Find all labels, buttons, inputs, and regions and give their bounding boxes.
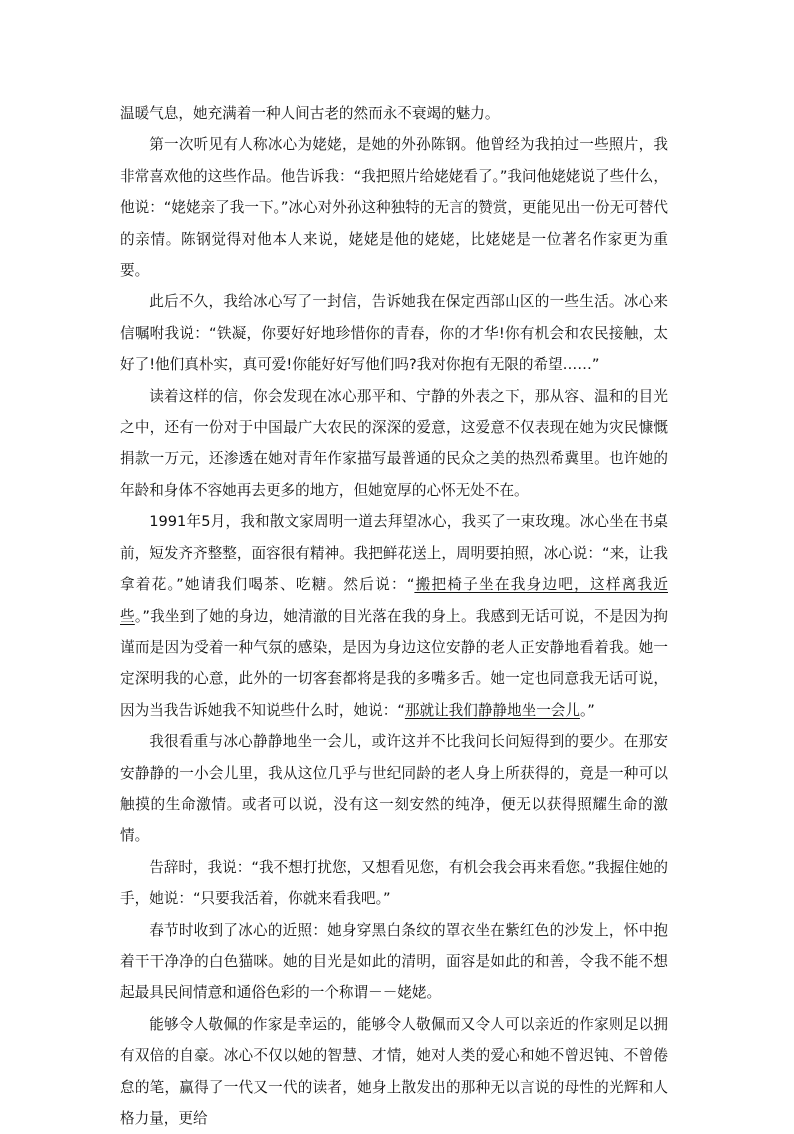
paragraph: 此后不久，我给冰心写了一封信，告诉她我在保定西部山区的一些生活。冰心来信嘱咐我说：“铁凝，你要好好地珍惜你的青春，你的才华!你有机会和农民接触，太好了!他们真朴实，真可爱!你能好好写他们吗?我对你抱有无限的希望……”: [120, 293, 668, 374]
article-body: [120, 98, 668, 1134]
text-run: 。”我坐到了她的身边，她清澈的目光落在我的身上。我感到无话可说，不是因为拘谨而是因为受着一种气氛的感染，是因为身边这位安静的老人正安静地看着我。她一定深明我的心意，此外的一切客套都将是我的多嘴多舌。她一定也同意我无话可说，因为当我告诉她我不知说些什么时，她说：“: [120, 607, 668, 719]
paragraph-continuation: 温暖气息，她充满着一种人间古老的然而永不衰竭的魅力。: [120, 105, 500, 122]
text-run: 。”: [579, 701, 595, 719]
paragraph: 第一次听见有人称冰心为姥姥，是她的外孙陈钢。他曾经为我拍过一些照片，我非常喜欢他的这些作品。他告诉我：“我把照片给姥姥看了。”我问他姥姥说了些什么，他说：“姥姥亲了我一下。”冰心对外孙这种独特的无言的赞赏，更能见出一份无可替代的亲情。陈钢觉得对他本人来说，姥姥是他的姥姥，比姥姥是一位著名作家更为重要。: [120, 136, 668, 280]
paragraph: 我很看重与冰心静静地坐一会儿，或许这并不比我问长问短得到的要少。在那安安静静的一小会儿里，我从这位几乎与世纪同龄的老人身上所获得的，竟是一种可以触摸的生命激情。或者可以说，没有这一刻安然的纯净，便无以获得照耀生命的激情。: [120, 733, 668, 845]
paragraph: 能够令人敬佩的作家是幸运的，能够令人敬佩而又令人可以亲近的作家则足以拥有双倍的自豪。冰心不仅以她的智慧、才情，她对人类的爱心和她不曾迟钝、不曾倦怠的笔，赢得了一代又一代的读者，她身上散发出的那种无以言说的母性的光辉和人格力量，更给: [120, 1015, 668, 1127]
text-run: 1991年5月，我和散文家周明一道去拜望冰心，我买了一束玫瑰。冰心坐在书桌前，短发齐齐整整，面容很有精神。我把鲜花送上，周明要拍照，冰心说：“来，让我拿着花。”她请我们喝茶、吃糖。然后说：“: [120, 513, 668, 594]
paragraph: 告辞时，我说：“我不想打扰您，又想看见您，有机会我会再来看您。”我握住她的手，她说：“只要我活着，你就来看我吧。”: [120, 858, 668, 908]
paragraph: [120, 506, 668, 726]
underlined-quote: 搬把椅子坐在我身边吧，这样离我近些: [120, 576, 668, 625]
underlined-quote: 那就让我们静静地坐一会儿: [404, 701, 580, 719]
paragraph: 春节时收到了冰心的近照：她身穿黑白条纹的罩衣坐在紫红色的沙发上，怀中抱着干干净净的白色猫咪。她的目光是如此的清明，面容是如此的和善，令我不能不想起最具民间情意和通俗色彩的一个称谓－－姥姥。: [120, 921, 668, 1002]
paragraph: 读着这样的信，你会发现在冰心那平和、宁静的外表之下，那从容、温和的目光之中，还有一份对于中国最广大农民的深深的爱意，这爱意不仅表现在她为灾民慷慨捐款一万元，还渗透在她对青年作家描写最普通的民众之美的热烈希冀里。也许她的年龄和身体不容她再去更多的地方，但她宽厚的心怀无处不在。: [120, 387, 668, 499]
